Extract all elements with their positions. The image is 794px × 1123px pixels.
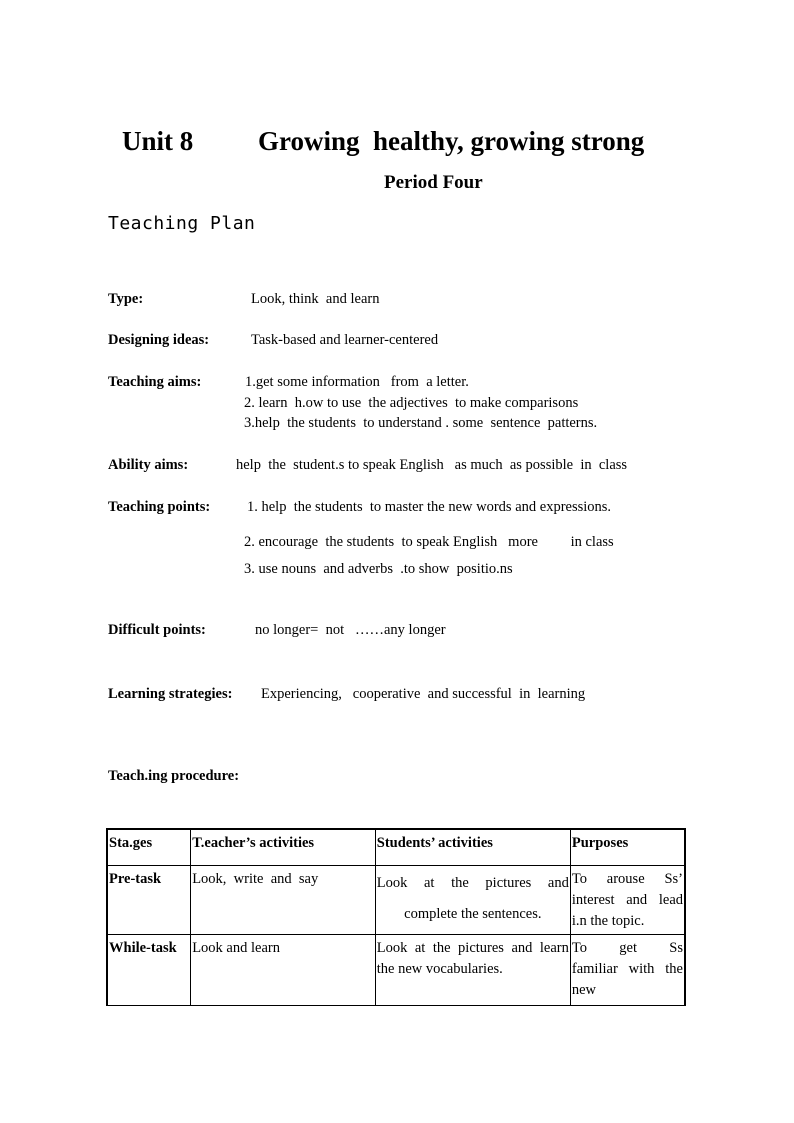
difficult-value: no longer= not ……any longer xyxy=(255,622,446,638)
teaching-plan-heading: Teaching Plan xyxy=(108,213,256,234)
header-stages: Sta.ges xyxy=(107,829,191,865)
header-students-activities: Students’ activities xyxy=(375,829,570,865)
type-value: Look, think and learn xyxy=(251,291,380,307)
procedure-table xyxy=(106,828,686,1006)
header-teacher-activities: T.eacher’s activities xyxy=(191,829,376,865)
type-label: Type: xyxy=(108,291,144,307)
header-purposes: Purposes xyxy=(570,829,685,865)
stage-cell: While-task xyxy=(107,934,191,1005)
purpose-line: To arouse Ss’ xyxy=(571,870,683,887)
purpose-line: interest and lead xyxy=(571,891,683,908)
purpose-line: i.n the topic. xyxy=(571,912,645,929)
aims-item-3: 3.help the students to understand . some sentence patterns. xyxy=(244,415,598,431)
points-item-3: 3. use nouns and adverbs .to show positio.ns xyxy=(244,561,513,577)
designing-value: Task-based and learner-centered xyxy=(251,332,439,348)
purpose-cell xyxy=(570,934,685,1005)
difficult-label: Difficult points: xyxy=(108,622,206,638)
strategies-label: Learning strategies: xyxy=(108,686,233,702)
points-label: Teaching points: xyxy=(108,499,211,515)
stage-cell: Pre-task xyxy=(107,865,191,934)
purpose-cell xyxy=(570,865,685,934)
procedure-label: Teach.ing procedure: xyxy=(108,768,240,784)
table-row xyxy=(107,934,685,1005)
period-title: Period Four xyxy=(384,172,483,193)
purpose-line: familiar with the xyxy=(571,960,683,977)
ability-label: Ability aims: xyxy=(108,457,189,473)
student-activity-line: Look at the pictures and learn xyxy=(376,939,569,956)
student-activity-cell xyxy=(375,934,570,1005)
aims-item-2: 2. learn h.ow to use the adjectives to make comparisons xyxy=(244,395,579,411)
teacher-activity-cell: Look, write and say xyxy=(191,865,376,934)
designing-label: Designing ideas: xyxy=(108,332,210,348)
student-activity-line: the new vocabularies. xyxy=(376,960,503,977)
aims-label: Teaching aims: xyxy=(108,374,202,390)
unit-number: Unit 8 xyxy=(122,126,194,156)
student-activity-line: complete the sentences. xyxy=(404,905,542,922)
table-row xyxy=(107,865,685,934)
strategies-value: Experiencing, cooperative and successful in learning xyxy=(261,686,586,702)
points-item-2: 2. encourage the students to speak English more in class xyxy=(244,534,614,550)
purpose-line: To get Ss xyxy=(571,939,683,956)
purpose-line: new xyxy=(571,981,597,998)
student-activity-cell xyxy=(375,865,570,934)
points-item-1: 1. help the students to master the new words and expressions. xyxy=(247,499,612,515)
ability-value: help the student.s to speak English as much as possible in class xyxy=(236,457,628,473)
unit-title: Growing healthy, growing strong xyxy=(258,126,645,156)
teacher-activity-cell: Look and learn xyxy=(191,934,376,1005)
table-header-row xyxy=(107,829,685,865)
aims-item-1: 1.get some information from a letter. xyxy=(245,374,469,390)
student-activity-line: Look at the pictures and xyxy=(376,874,569,891)
